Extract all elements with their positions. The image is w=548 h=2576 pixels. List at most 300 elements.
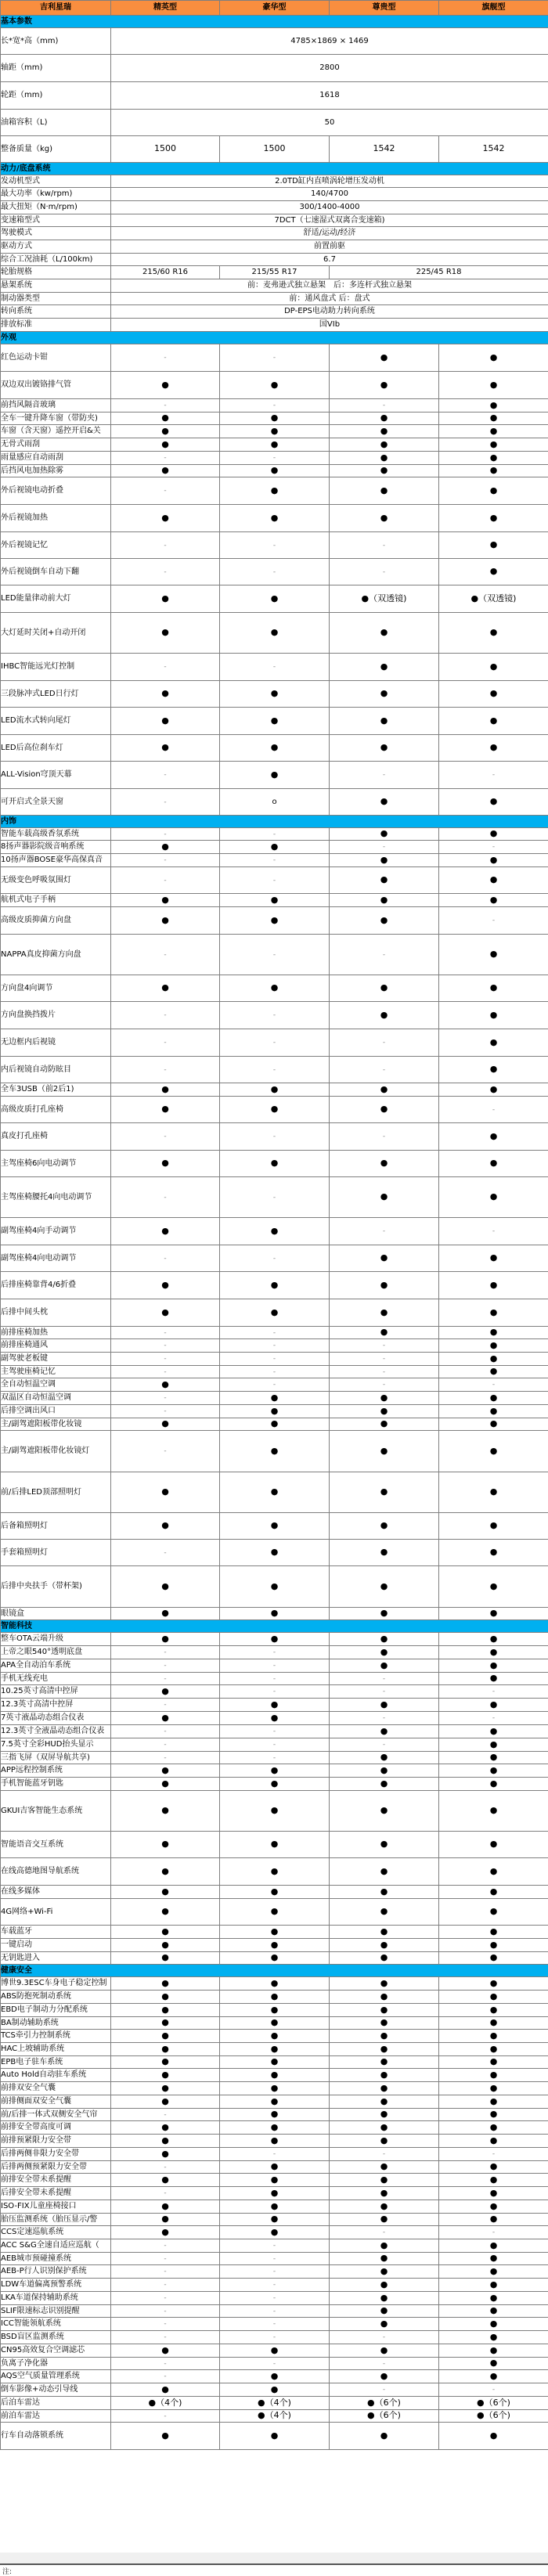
not-available-mark: - <box>164 1675 166 1683</box>
feature-label: 轮距（mm) <box>1 82 111 110</box>
not-available-mark: - <box>164 1754 166 1762</box>
not-available-mark: - <box>383 402 385 409</box>
standard-mark: ● <box>380 2083 388 2093</box>
feature-label: 在线高德地图导航系统 <box>1 1858 111 1886</box>
standard-mark: ● <box>161 1084 169 1094</box>
trim-value <box>111 1431 220 1472</box>
trim-value <box>220 1952 330 1965</box>
trim-value <box>220 505 330 532</box>
trim-value <box>439 2017 548 2030</box>
feature-label: EPB电子驻车系统 <box>1 2056 111 2069</box>
table-row <box>1 1725 548 1738</box>
trim-value <box>330 1418 439 1431</box>
table-row <box>1 319 548 332</box>
standard-mark: ● <box>490 2070 498 2080</box>
standard-mark: ● <box>490 661 498 672</box>
standard-mark: ● <box>271 2384 279 2394</box>
standard-mark: ● <box>490 715 498 726</box>
trim-value <box>111 2423 220 2450</box>
trim-value <box>220 2148 330 2161</box>
trim-value <box>330 2397 439 2410</box>
not-available-mark: - <box>273 1066 276 1074</box>
trim-value <box>439 1685 548 1699</box>
table-row <box>1 1646 548 1659</box>
trim-value <box>439 2423 548 2450</box>
trim-value <box>330 2318 439 2331</box>
standard-mark: ● <box>161 841 169 852</box>
not-available-mark: - <box>273 454 276 462</box>
trim-value <box>220 2383 330 2397</box>
not-available-mark: - <box>164 2189 166 2197</box>
feature-label: 变速箱型式 <box>1 214 111 227</box>
feature-label: BSD盲区监测系统 <box>1 2331 111 2344</box>
feature-label: LED后高位刹车灯 <box>1 735 111 762</box>
standard-mark: ● <box>490 2358 498 2368</box>
standard-mark: ● <box>271 1486 279 1497</box>
not-available-mark: - <box>492 917 495 924</box>
trim-value <box>330 1926 439 1939</box>
standard-mark: ● <box>490 1327 498 1337</box>
table-row <box>1 1738 548 1752</box>
trim-value <box>330 1566 439 1608</box>
standard-mark: ● <box>161 1280 169 1290</box>
not-available-mark: - <box>273 1688 276 1695</box>
standard-mark: 1542 <box>483 143 505 153</box>
not-available-mark: - <box>383 1039 385 1047</box>
spec-value: 50 <box>111 110 548 136</box>
table-row <box>1 2095 548 2109</box>
not-available-mark: - <box>273 2308 276 2315</box>
trim-value <box>220 1097 330 1123</box>
standard-mark: ● <box>490 796 498 806</box>
feature-label: 10.25英寸高清中控屏 <box>1 1685 111 1699</box>
trim-value <box>111 532 220 559</box>
trim-value <box>439 1272 548 1299</box>
feature-label: 高级皮质打孔座椅 <box>1 1097 111 1123</box>
trim-value <box>439 841 548 854</box>
trim-value <box>220 1659 330 1673</box>
trim-value <box>111 1926 220 1939</box>
trim-value <box>439 2030 548 2043</box>
trim-value <box>330 1218 439 1245</box>
trim-value <box>111 2161 220 2174</box>
feature-label: 全车3USB（前2后1) <box>1 1083 111 1097</box>
trim-value <box>439 2358 548 2370</box>
trim-value <box>330 136 439 163</box>
standard-mark: ● <box>271 1952 279 1962</box>
standard-mark: ● <box>490 1608 498 1618</box>
spec-value: 2.0TD缸内直喷涡轮增压发动机 <box>111 175 548 188</box>
standard-mark: ● <box>380 2253 388 2263</box>
table-row <box>1 841 548 854</box>
not-available-mark: - <box>273 402 276 409</box>
standard-mark: ●（双透镜) <box>362 593 407 603</box>
feature-label: 无钥匙进入 <box>1 1952 111 1965</box>
trim-value <box>330 1886 439 1899</box>
feature-label: 12.3英寸高清中控屏 <box>1 1699 111 1712</box>
feature-label: 主驾驶座椅记忆 <box>1 1366 111 1378</box>
feature-label: 后备箱照明灯 <box>1 1513 111 1540</box>
trim-value <box>111 2370 220 2383</box>
trim-value <box>330 2253 439 2265</box>
not-available-mark: - <box>273 1255 276 1263</box>
trim-value <box>220 1752 330 1764</box>
standard-mark: ● <box>380 1327 388 1337</box>
trim-value <box>111 1513 220 1540</box>
trim-value <box>330 1633 439 1646</box>
feature-label: 副驾驶老板键 <box>1 1353 111 1366</box>
trim-value <box>111 1378 220 1392</box>
feature-label: 前排安全带高度可调 <box>1 2121 111 2135</box>
not-available-mark: - <box>273 1039 276 1047</box>
table-row <box>1 1299 548 1327</box>
standard-mark: ● <box>271 1926 279 1937</box>
trim-value <box>330 2226 439 2239</box>
trim-value <box>439 2121 548 2135</box>
table-row <box>1 55 548 82</box>
trim-value <box>111 2056 220 2069</box>
trim-value <box>330 1245 439 1272</box>
standard-mark: ●（4个) <box>258 2410 291 2420</box>
trim-value <box>439 2214 548 2226</box>
feature-label: SLIF限速标志识别提醒 <box>1 2305 111 2318</box>
trim-value <box>439 1712 548 1725</box>
trim-value <box>220 867 330 894</box>
trim-value <box>111 1886 220 1899</box>
standard-mark: ● <box>490 1191 498 1202</box>
trim-value <box>220 789 330 816</box>
trim-value <box>439 1752 548 1764</box>
standard-mark: ● <box>380 742 388 752</box>
trim-value <box>111 2174 220 2187</box>
table-row <box>1 2239 548 2253</box>
trim-value <box>439 1659 548 1673</box>
trim-value <box>330 1977 439 1991</box>
trim-value <box>220 2397 330 2410</box>
trim-value <box>111 1608 220 1620</box>
standard-mark: ● <box>490 1726 498 1736</box>
trim-value <box>330 2265 439 2279</box>
trim-value <box>330 2161 439 2174</box>
standard-mark: ● <box>271 1446 279 1456</box>
not-available-mark: - <box>273 1754 276 1762</box>
trim-value <box>439 1725 548 1738</box>
trim-value <box>439 2279 548 2292</box>
standard-mark: ● <box>490 452 498 463</box>
trim-value <box>220 372 330 399</box>
standard-mark: ● <box>490 1926 498 1937</box>
trim-value <box>220 1712 330 1725</box>
trim-value <box>111 1791 220 1832</box>
standard-mark: ● <box>380 1158 388 1168</box>
feature-label: 一键启动 <box>1 1939 111 1952</box>
not-available-mark: - <box>164 1662 166 1670</box>
standard-mark: ● <box>380 1547 388 1557</box>
tire-value: 225/45 R18 <box>330 266 548 279</box>
standard-mark: ● <box>380 1418 388 1429</box>
feature-label: 无级变色呼吸氛围灯 <box>1 867 111 894</box>
trim-value <box>439 735 548 762</box>
trim-value <box>111 1002 220 1029</box>
feature-label: IHBC智能远光灯控制 <box>1 654 111 681</box>
standard-mark: ● <box>490 1581 498 1591</box>
trim-value <box>330 1725 439 1738</box>
table-row <box>1 1991 548 2004</box>
trim-value <box>111 1272 220 1299</box>
standard-mark: ● <box>161 1991 169 2001</box>
not-available-mark: - <box>273 663 276 671</box>
feature-label: 方向盘4向调节 <box>1 975 111 1002</box>
table-row <box>1 452 548 465</box>
trim-value <box>111 1939 220 1952</box>
standard-mark: ● <box>380 2345 388 2355</box>
standard-mark: ● <box>490 1392 498 1403</box>
trim-value <box>220 2253 330 2265</box>
standard-mark: ● <box>161 413 169 423</box>
trim-value <box>220 935 330 975</box>
section-row <box>1 16 548 28</box>
standard-mark: ● <box>490 2332 498 2342</box>
trim-value <box>330 789 439 816</box>
standard-mark: ● <box>271 2109 279 2119</box>
not-available-mark: - <box>164 771 166 779</box>
table-row <box>1 344 548 372</box>
standard-mark: ● <box>490 895 498 905</box>
not-available-mark: - <box>383 1066 385 1074</box>
not-available-mark: - <box>164 951 166 959</box>
trim-value <box>439 344 548 372</box>
standard-mark: ● <box>161 2384 169 2394</box>
spec-value: 国VIb <box>111 319 548 332</box>
standard-mark: ● <box>161 688 169 698</box>
table-row <box>1 585 548 613</box>
not-available-mark: - <box>273 354 276 362</box>
trim-value <box>220 1646 330 1659</box>
standard-mark: ● <box>380 1926 388 1937</box>
trim-value <box>220 2174 330 2187</box>
trim-value <box>220 1858 330 1886</box>
section-title: 智能科技 <box>1 1620 548 1633</box>
standard-mark: ● <box>161 439 169 449</box>
table-row <box>1 188 548 201</box>
trim-value <box>439 654 548 681</box>
feature-label: 在线多媒体 <box>1 1886 111 1899</box>
table-row <box>1 2030 548 2043</box>
feature-label: 前挡风隔音玻璃 <box>1 399 111 413</box>
table-row <box>1 399 548 413</box>
feature-label: 后排安全带未系提醒 <box>1 2187 111 2200</box>
trim-value <box>220 344 330 372</box>
standard-mark: ● <box>380 2005 388 2015</box>
standard-mark: ● <box>490 1340 498 1350</box>
standard-mark: ● <box>380 1104 388 1114</box>
standard-mark: ● <box>380 1726 388 1736</box>
standard-mark: ● <box>490 1660 498 1670</box>
standard-mark: ● <box>271 1307 279 1317</box>
standard-mark: ● <box>380 1280 388 1290</box>
trim-value <box>111 828 220 841</box>
standard-mark: ● <box>161 2201 169 2211</box>
feature-label: 后排中间头枕 <box>1 1299 111 1327</box>
not-available-mark: - <box>383 1133 385 1140</box>
trim-value <box>111 2358 220 2370</box>
feature-label: 真皮打孔座椅 <box>1 1123 111 1151</box>
standard-mark: ● <box>380 874 388 884</box>
standard-mark: ● <box>380 895 388 905</box>
table-row <box>1 2318 548 2331</box>
trim-value <box>330 1659 439 1673</box>
trim-value <box>330 2383 439 2397</box>
feature-label: 主驾座椅腰托4向电动调节 <box>1 1177 111 1218</box>
feature-label: AQS空气质量管理系统 <box>1 2370 111 2383</box>
trim-value <box>330 1899 439 1926</box>
table-row <box>1 2200 548 2214</box>
feature-label: 12.3英寸全液晶动态组合仪表 <box>1 1725 111 1738</box>
standard-mark: ● <box>271 2044 279 2054</box>
standard-mark: ● <box>490 2017 498 2027</box>
table-row <box>1 1177 548 1218</box>
trim-value <box>111 1472 220 1513</box>
trim-value <box>330 1405 439 1418</box>
trim-value <box>220 1405 330 1418</box>
not-available-mark: - <box>273 1648 276 1656</box>
standard-mark: ● <box>271 485 279 495</box>
table-row <box>1 413 548 425</box>
trim-value <box>220 2344 330 2358</box>
table-row <box>1 266 548 279</box>
trim-value <box>220 1327 330 1339</box>
table-row <box>1 1245 548 1272</box>
feature-label: ISO-FIX儿童座椅接口 <box>1 2200 111 2214</box>
standard-mark: ● <box>161 2149 169 2159</box>
standard-mark: ● <box>380 1765 388 1775</box>
standard-mark: ● <box>380 2266 388 2276</box>
standard-mark: ● <box>490 1886 498 1897</box>
feature-label: ACC S&G全速自适应巡航（ <box>1 2239 111 2253</box>
trim-value <box>111 1633 220 1646</box>
standard-mark: ● <box>380 1392 388 1403</box>
standard-mark: ● <box>490 1752 498 1762</box>
feature-label: 手套箱照明灯 <box>1 1540 111 1566</box>
not-available-mark: - <box>273 856 276 864</box>
trim-value <box>111 2043 220 2056</box>
trim-value <box>220 532 330 559</box>
trim-value <box>220 1177 330 1218</box>
standard-mark: ● <box>490 2201 498 2211</box>
trim-value <box>220 2370 330 2383</box>
trim-value <box>330 2423 439 2450</box>
trim-value <box>439 1540 548 1566</box>
standard-mark: ● <box>380 485 388 495</box>
feature-label: ABS防抱死制动系统 <box>1 1991 111 2004</box>
trim-value <box>439 828 548 841</box>
standard-mark: ● <box>490 1307 498 1317</box>
table-row <box>1 1858 548 1886</box>
trim-value <box>111 2331 220 2344</box>
not-available-mark: - <box>383 542 385 549</box>
trim-value <box>439 1418 548 1431</box>
standard-mark: ● <box>380 2430 388 2441</box>
trim-value <box>439 372 548 399</box>
standard-mark: 1542 <box>373 143 395 153</box>
trim-value <box>220 1272 330 1299</box>
table-row <box>1 1002 548 1029</box>
trim-value <box>439 2239 548 2253</box>
trim-value <box>330 2004 439 2017</box>
trim-value <box>220 1218 330 1245</box>
feature-label: 全自动恒温空调 <box>1 1378 111 1392</box>
table-row <box>1 110 548 136</box>
table-row <box>1 1673 548 1685</box>
table-row <box>1 214 548 227</box>
standard-mark: ● <box>161 465 169 475</box>
not-available-mark: - <box>273 1728 276 1735</box>
feature-label: 发动机型式 <box>1 175 111 188</box>
feature-label: 大灯延时关闭+自动开闭 <box>1 613 111 654</box>
table-row <box>1 28 548 55</box>
trim-value <box>439 1899 548 1926</box>
trim-value <box>111 559 220 585</box>
trim-value <box>111 2253 220 2265</box>
standard-mark: ● <box>380 1191 388 1202</box>
standard-mark: ● <box>271 1392 279 1403</box>
trim-value <box>439 452 548 465</box>
table-row <box>1 425 548 438</box>
standard-mark: ● <box>490 1673 498 1683</box>
table-row <box>1 2161 548 2174</box>
trim-value <box>220 2109 330 2121</box>
standard-mark: ● <box>380 1940 388 1950</box>
table-row <box>1 2043 548 2056</box>
trim-value <box>220 1633 330 1646</box>
standard-mark: ● <box>490 400 498 410</box>
feature-label: ICC智能领航系统 <box>1 2318 111 2331</box>
standard-mark: ● <box>490 1353 498 1364</box>
table-row <box>1 1097 548 1123</box>
standard-mark: ● <box>271 1608 279 1618</box>
trim-value <box>220 1378 330 1392</box>
trim-value <box>330 1366 439 1378</box>
trim-value <box>439 2331 548 2344</box>
standard-mark: ● <box>271 627 279 637</box>
trim-value <box>111 2095 220 2109</box>
trim-value <box>220 1513 330 1540</box>
trim-value <box>220 762 330 789</box>
standard-mark: ● <box>490 2305 498 2315</box>
trim-value <box>439 1097 548 1123</box>
trim-value <box>330 2082 439 2095</box>
feature-label: 8扬声器影院级音响系统 <box>1 841 111 854</box>
standard-mark: ● <box>490 1084 498 1094</box>
feature-label: 综合工况油耗（L/100km) <box>1 254 111 266</box>
feature-label: Auto Hold自动驻车系统 <box>1 2069 111 2082</box>
footer-note: 注: <box>2 2566 12 2576</box>
feature-label: 雨量感应自动雨刮 <box>1 452 111 465</box>
table-row <box>1 789 548 816</box>
trim-value <box>111 2030 220 2043</box>
trim-value <box>111 2292 220 2305</box>
trim-value <box>111 1353 220 1366</box>
table-row <box>1 1353 548 1366</box>
trim-value <box>111 1151 220 1177</box>
trim-value <box>330 2187 439 2200</box>
trim-value <box>220 413 330 425</box>
trim-value <box>111 438 220 452</box>
not-available-mark: - <box>164 830 166 838</box>
table-row <box>1 1272 548 1299</box>
trim-value <box>330 1151 439 1177</box>
trim-value <box>111 505 220 532</box>
